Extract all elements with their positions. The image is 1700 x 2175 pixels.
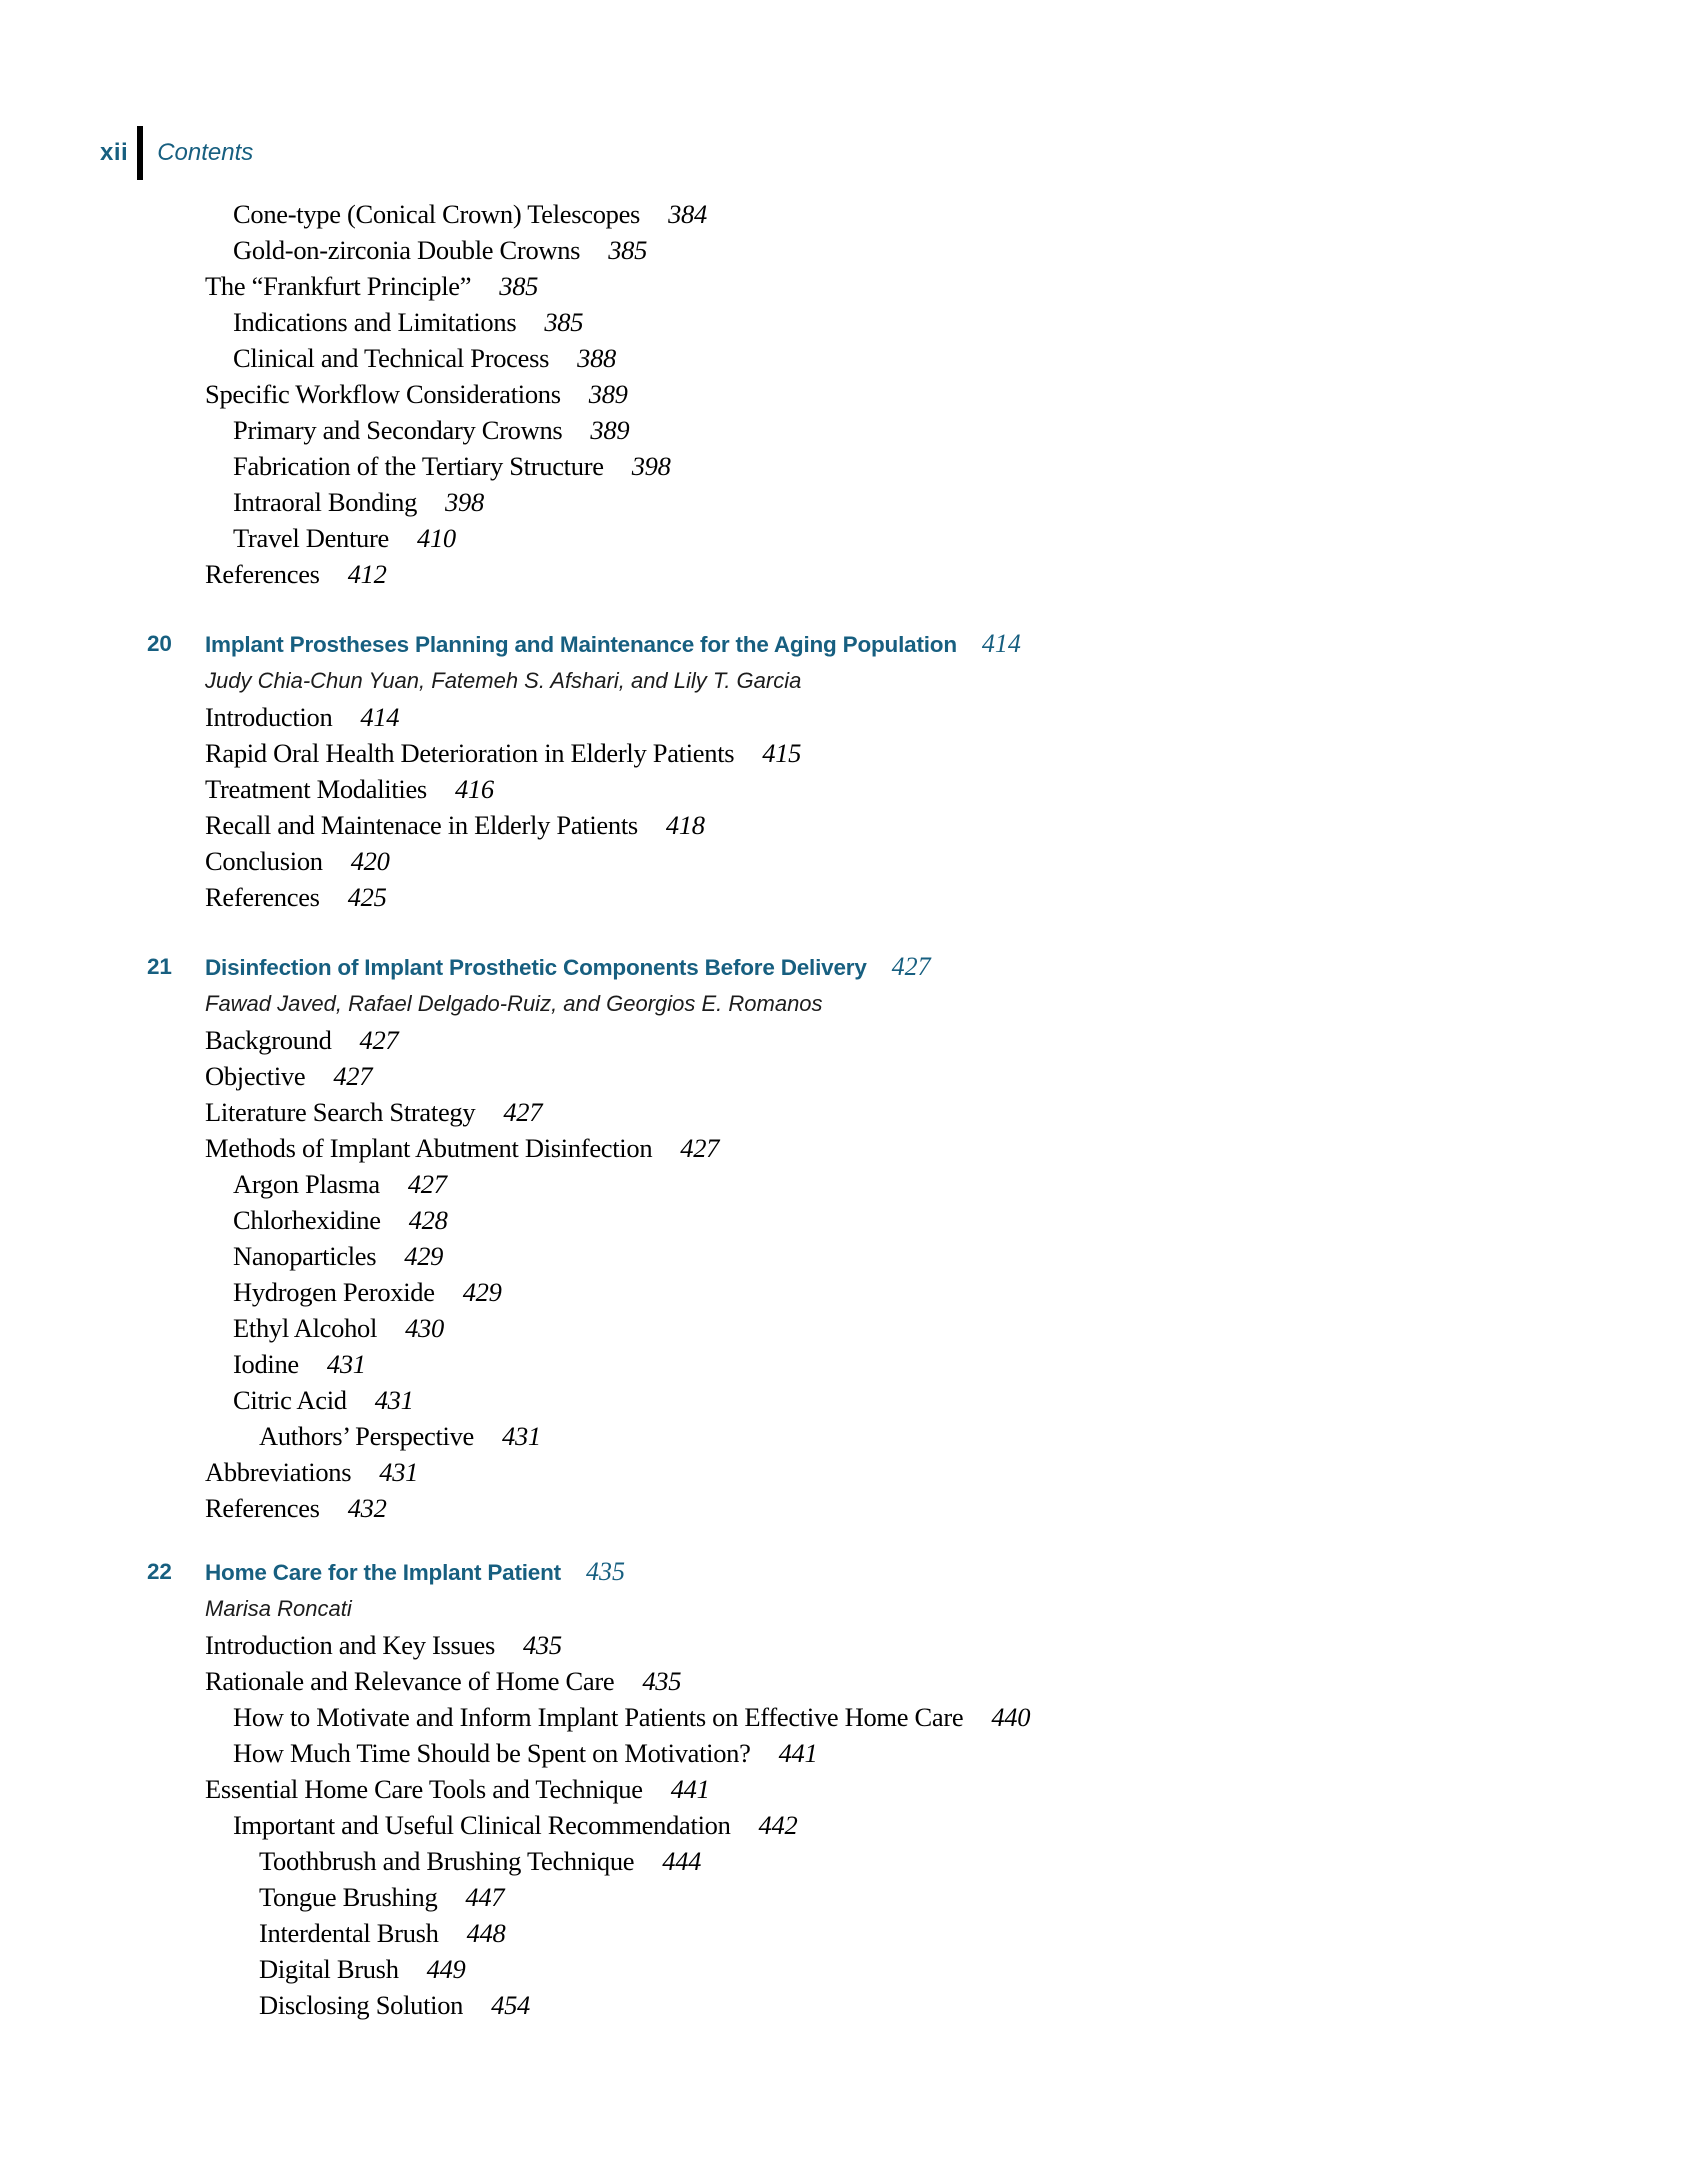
toc-entry-page-number: 398: [631, 451, 671, 481]
toc-entry-page-number: 385: [544, 307, 584, 337]
toc-entry-title: Treatment Modalities: [205, 774, 427, 804]
toc-entry-title: Chlorhexidine: [233, 1205, 381, 1235]
toc-entry: [0, 1627, 1620, 1663]
toc-entry-page-number: 427: [333, 1061, 373, 1091]
toc-entry-title: Authors’ Perspective: [259, 1421, 475, 1451]
toc-entry: [0, 1490, 1620, 1526]
toc-entry-title: Rationale and Relevance of Home Care: [205, 1666, 615, 1696]
toc-entry: [0, 1699, 1620, 1735]
chapter-number: 21: [147, 954, 172, 979]
toc-entry: [0, 1735, 1620, 1771]
toc-section-block: [0, 196, 1620, 592]
toc-entry: [0, 1130, 1620, 1166]
toc-entry-page-number: 444: [662, 1846, 702, 1876]
toc-entry-title: The “Frankfurt Principle”: [205, 271, 472, 301]
toc-entry: [0, 1951, 1620, 1987]
chapter-number: 20: [147, 631, 172, 656]
toc-entry: [0, 1346, 1620, 1382]
toc-entry: [0, 1058, 1620, 1094]
toc-entry-page-number: 415: [762, 738, 802, 768]
toc-entry-page-number: 441: [778, 1738, 818, 1768]
toc-entry-title: Important and Useful Clinical Recommendation: [233, 1810, 731, 1840]
toc-entry: [0, 807, 1620, 843]
toc-entry: [0, 1454, 1620, 1490]
toc-entry-page-number: 441: [670, 1774, 710, 1804]
toc-entry-title: How Much Time Should be Spent on Motivation?: [233, 1738, 751, 1768]
toc-entry: [0, 484, 1620, 520]
toc-entry-title: Interdental Brush: [259, 1918, 439, 1948]
chapter-page-number: 427: [891, 952, 931, 981]
toc-entry-page-number: 385: [499, 271, 539, 301]
toc-entry: [0, 879, 1620, 915]
toc-entry-title: Iodine: [233, 1349, 299, 1379]
toc-entry: [0, 771, 1620, 807]
toc-entry-title: Travel Denture: [233, 523, 389, 553]
toc-entry-title: Abbreviations: [205, 1457, 352, 1487]
toc-entry: [0, 1382, 1620, 1418]
toc-entry-page-number: 428: [408, 1205, 448, 1235]
toc-entry: [0, 412, 1620, 448]
toc-entry-page-number: 435: [642, 1666, 682, 1696]
toc-entry-title: Toothbrush and Brushing Technique: [259, 1846, 635, 1876]
toc-entry-title: Tongue Brushing: [259, 1882, 438, 1912]
toc-entry-page-number: 431: [326, 1349, 366, 1379]
toc-entry-title: Introduction: [205, 702, 333, 732]
toc-entry: [0, 556, 1620, 592]
toc-entry: [0, 735, 1620, 771]
toc-entry-page-number: 431: [379, 1457, 419, 1487]
running-head: [100, 124, 253, 182]
toc-entry-page-number: 425: [347, 882, 387, 912]
chapter-heading: [0, 626, 1620, 663]
toc-entry: [0, 232, 1620, 268]
table-of-contents: [0, 196, 1620, 2023]
toc-entry-title: Cone-type (Conical Crown) Telescopes: [233, 199, 641, 229]
toc-entry-page-number: 418: [665, 810, 705, 840]
toc-entry-page-number: 431: [502, 1421, 541, 1451]
toc-entry-page-number: 427: [359, 1025, 399, 1055]
toc-entry-page-number: 385: [608, 235, 648, 265]
toc-entry-title: References: [205, 559, 320, 589]
toc-entry-title: Specific Workflow Considerations: [205, 379, 561, 409]
toc-entry-page-number: 410: [417, 523, 456, 553]
toc-entry: [0, 1310, 1620, 1346]
toc-entry: [0, 268, 1620, 304]
chapter-page-number: 435: [585, 1557, 625, 1586]
toc-entry-page-number: 414: [360, 702, 400, 732]
toc-entry-page-number: 388: [577, 343, 616, 373]
chapter-authors: Marisa Roncati: [205, 1596, 352, 1621]
toc-entry-page-number: 430: [405, 1313, 444, 1343]
toc-entry-page-number: 427: [407, 1169, 447, 1199]
toc-entry: [0, 340, 1620, 376]
toc-entry-page-number: 431: [374, 1385, 414, 1415]
toc-entry: [0, 1987, 1620, 2023]
toc-entry-title: Objective: [205, 1061, 306, 1091]
toc-entry-title: Introduction and Key Issues: [205, 1630, 495, 1660]
toc-entry: [0, 699, 1620, 735]
toc-entry-title: Clinical and Technical Process: [233, 343, 550, 373]
chapter-title: Home Care for the Implant Patient: [205, 1560, 561, 1585]
toc-entry-page-number: 448: [466, 1918, 506, 1948]
toc-entry-title: Conclusion: [205, 846, 323, 876]
chapter-page-number: 414: [981, 629, 1021, 658]
toc-entry-page-number: 416: [454, 774, 494, 804]
toc-entry: [0, 1022, 1620, 1058]
toc-entry: [0, 1807, 1620, 1843]
toc-entry-title: Rapid Oral Health Deterioration in Elderly Patients: [205, 738, 735, 768]
toc-entry: [0, 1915, 1620, 1951]
toc-entry-title: Intraoral Bonding: [233, 487, 418, 517]
toc-entry: [0, 1663, 1620, 1699]
chapter-block: [0, 626, 1620, 915]
running-head-title: Contents: [157, 139, 254, 166]
toc-entry-title: References: [205, 882, 320, 912]
toc-entry-page-number: 427: [503, 1097, 543, 1127]
toc-entry: [0, 1418, 1620, 1454]
toc-entry: [0, 1879, 1620, 1915]
toc-entry-title: Essential Home Care Tools and Technique: [205, 1774, 643, 1804]
toc-entry-title: Citric Acid: [233, 1385, 347, 1415]
toc-entry-title: Ethyl Alcohol: [233, 1313, 378, 1343]
toc-entry-page-number: 449: [426, 1954, 466, 1984]
toc-entry-title: References: [205, 1493, 320, 1523]
toc-entry-title: Recall and Maintenace in Elderly Patients: [205, 810, 638, 840]
chapter-authors: Fawad Javed, Rafael Delgado-Ruiz, and Georgios E. Romanos: [205, 991, 823, 1016]
toc-entry-title: Argon Plasma: [233, 1169, 380, 1199]
chapter-block: [0, 1554, 1620, 2023]
toc-entry: [0, 1094, 1620, 1130]
toc-entry-title: Hydrogen Peroxide: [233, 1277, 435, 1307]
toc-entry-page-number: 384: [668, 199, 707, 229]
toc-entry-title: How to Motivate and Inform Implant Patients on Effective Home Care: [233, 1702, 964, 1732]
toc-entry-page-number: 427: [680, 1133, 720, 1163]
toc-entry: [0, 843, 1620, 879]
toc-entry-page-number: 447: [465, 1882, 505, 1912]
toc-entry-title: Primary and Secondary Crowns: [233, 415, 563, 445]
chapter-title: Disinfection of Implant Prosthetic Components Before Delivery: [205, 955, 867, 980]
chapter-heading: [0, 949, 1620, 986]
toc-entry-title: Digital Brush: [259, 1954, 399, 1984]
toc-entry: [0, 448, 1620, 484]
chapter-number: 22: [147, 1559, 172, 1584]
toc-entry-title: Gold-on-zirconia Double Crowns: [233, 235, 581, 265]
toc-entry-page-number: 440: [991, 1702, 1031, 1732]
page-folio: xii: [100, 139, 129, 166]
toc-entry-title: Literature Search Strategy: [205, 1097, 476, 1127]
toc-entry-page-number: 398: [445, 487, 484, 517]
chapter-block: [0, 949, 1620, 1526]
toc-entry-page-number: 420: [350, 846, 390, 876]
toc-entry-title: Background: [205, 1025, 332, 1055]
toc-entry-page-number: 454: [491, 1990, 530, 2020]
toc-entry-page-number: 412: [347, 559, 387, 589]
toc-entry-page-number: 389: [588, 379, 628, 409]
toc-entry: [0, 196, 1620, 232]
folio-divider-rule: [137, 126, 143, 180]
chapter-title: Implant Prostheses Planning and Maintenance for the Aging Population: [205, 632, 957, 657]
toc-entry-title: Disclosing Solution: [259, 1990, 464, 2020]
toc-entry-title: Nanoparticles: [233, 1241, 377, 1271]
toc-entry: [0, 304, 1620, 340]
toc-entry: [0, 1843, 1620, 1879]
chapter-heading: [0, 1554, 1620, 1591]
toc-entry: [0, 520, 1620, 556]
toc-entry-page-number: 389: [590, 415, 630, 445]
toc-entry-page-number: 442: [758, 1810, 798, 1840]
toc-entry-page-number: 429: [404, 1241, 444, 1271]
toc-entry: [0, 1166, 1620, 1202]
toc-entry: [0, 1771, 1620, 1807]
toc-entry-title: Methods of Implant Abutment Disinfection: [205, 1133, 653, 1163]
toc-entry-page-number: 429: [462, 1277, 502, 1307]
toc-entry-page-number: 435: [522, 1630, 562, 1660]
toc-entry-title: Indications and Limitations: [233, 307, 517, 337]
toc-entry: [0, 376, 1620, 412]
chapter-authors: Judy Chia-Chun Yuan, Fatemeh S. Afshari, and Lily T. Garcia: [205, 668, 802, 693]
toc-entry: [0, 1202, 1620, 1238]
toc-entry-title: Fabrication of the Tertiary Structure: [233, 451, 604, 481]
toc-entry-page-number: 432: [347, 1493, 387, 1523]
toc-entry: [0, 1274, 1620, 1310]
toc-entry: [0, 1238, 1620, 1274]
